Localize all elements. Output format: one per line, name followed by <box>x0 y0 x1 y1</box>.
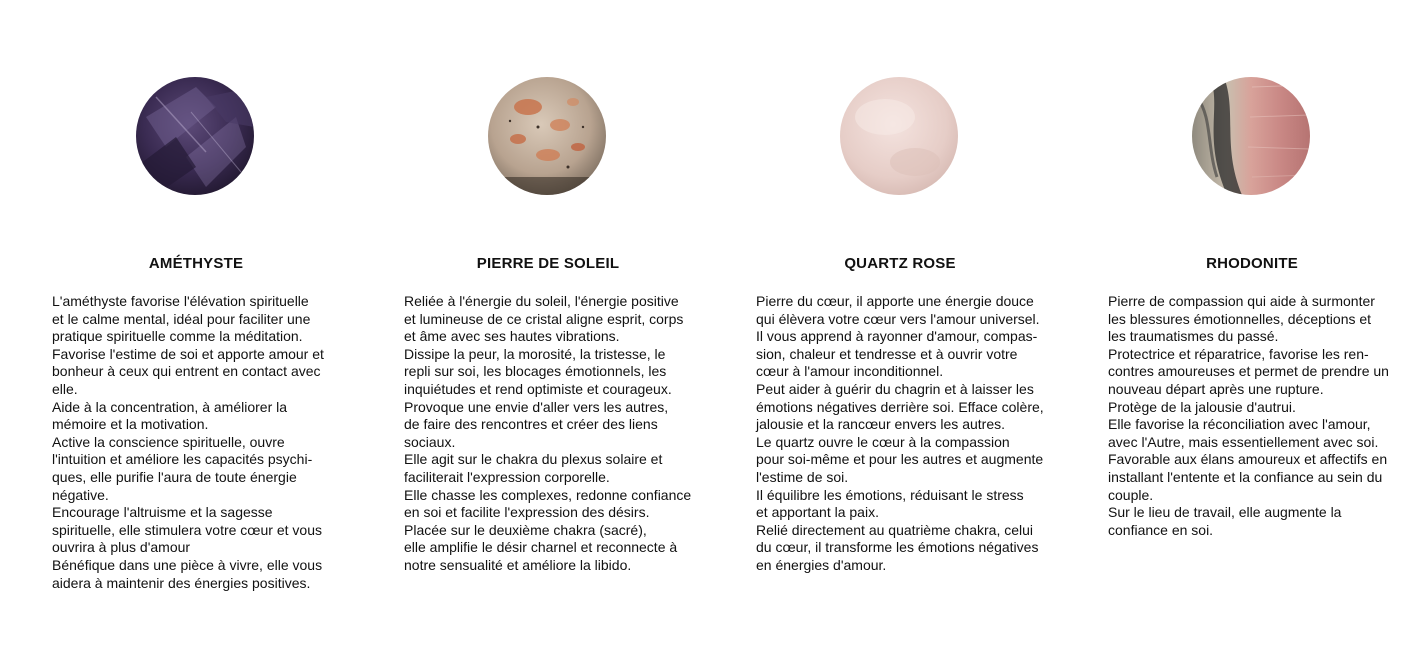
description-line: couple. <box>1108 486 1154 503</box>
description-line: de faire des rencontres et créer des liens <box>404 416 658 433</box>
stone-description <box>756 293 1056 575</box>
description-line: sion, chaleur et tendresse et à ouvrir votre <box>756 345 1018 362</box>
description-line: émotions négatives derrière soi. Efface colère, <box>756 398 1044 415</box>
description-line: Bénéfique dans une pièce à vivre, elle vous <box>52 556 323 573</box>
description-line: notre sensualité et améliore la libido. <box>404 556 632 573</box>
description-line: confiance en soi. <box>1108 521 1214 538</box>
description-line: Elle agit sur le chakra du plexus solaire et <box>404 451 663 468</box>
description-line: Provoque une envie d'aller vers les autres, <box>404 398 669 415</box>
stone-name: AMÉTHYSTE <box>148 255 244 272</box>
description-line: contres amoureuses et permet de prendre un <box>1108 363 1389 380</box>
description-line: ques, elle purifie l'aura de toute énergie <box>52 468 297 485</box>
description-line: faciliterait l'expression corporelle. <box>404 468 610 485</box>
description-line: négative. <box>52 486 109 503</box>
description-line: Protectrice et réparatrice, favorise les ren- <box>1108 345 1369 362</box>
description-line: les traumatismes du passé. <box>1108 328 1279 345</box>
sunstone-stone-icon <box>488 77 606 195</box>
description-line: Peut aider à guérir du chagrin et à laisser les <box>756 380 1034 397</box>
description-line: mémoire et la motivation. <box>52 416 209 433</box>
description-line: l'intuition et améliore les capacités psychi- <box>52 451 313 468</box>
stone-description <box>404 293 704 575</box>
description-line: installant l'entente et la confiance au sein du <box>1108 468 1383 485</box>
description-line: en soi et facilite l'expression des désirs. <box>404 504 650 521</box>
description-line: et âme avec ses hautes vibrations. <box>404 328 620 345</box>
description-line: Elle favorise la réconciliation avec l'amour, <box>1108 416 1371 433</box>
description-line: Reliée à l'énergie du soleil, l'énergie positive <box>404 293 679 309</box>
description-line: en énergies d'amour. <box>756 556 887 573</box>
stone-name: QUARTZ ROSE <box>844 255 956 272</box>
rose-quartz-stone-icon <box>840 77 958 195</box>
stone-card-pierre-de-soleil <box>352 0 704 649</box>
description-line: Placée sur le deuxième chakra (sacré), <box>404 521 647 538</box>
description-line: et apportant la paix. <box>756 504 879 521</box>
description-line: repli sur soi, les blocages émotionnels, les <box>404 363 667 380</box>
description-line: ouvrira à plus d'amour <box>52 539 191 556</box>
description-line: pour soi-même et pour les autres et augmente <box>756 451 1044 468</box>
description-line: nouveau départ après une rupture. <box>1108 380 1324 397</box>
description-line: Favorable aux élans amoureux et affectifs en <box>1108 451 1388 468</box>
stone-name: PIERRE DE SOLEIL <box>476 255 620 272</box>
description-line: pratique spirituelle comme la méditation. <box>52 328 303 345</box>
description-line: Encourage l'altruisme et la sagesse <box>52 504 273 521</box>
description-line: Sur le lieu de travail, elle augmente la <box>1108 504 1342 521</box>
description-line: Il vous apprend à rayonner d'amour, compas- <box>756 328 1038 345</box>
description-line: elle amplifie le désir charnel et reconnecte à <box>404 539 678 556</box>
description-line: qui élèvera votre cœur vers l'amour universel. <box>756 310 1040 327</box>
stone-card-amethyste <box>0 0 352 649</box>
stone-card-rhodonite <box>1056 0 1408 649</box>
description-line: jalousie et la rancœur envers les autres. <box>756 416 1005 433</box>
stone-name: RHODONITE <box>1206 255 1298 272</box>
rhodonite-stone-icon <box>1192 77 1310 195</box>
description-line: cœur à l'amour inconditionnel. <box>756 363 944 380</box>
description-line: elle. <box>52 380 78 397</box>
description-line: Pierre de compassion qui aide à surmonter <box>1108 293 1375 309</box>
description-line: Il équilibre les émotions, réduisant le stress <box>756 486 1024 503</box>
description-line: bonheur à ceux qui entrent en contact avec <box>52 363 321 380</box>
description-line: Protège de la jalousie d'autrui. <box>1108 398 1296 415</box>
description-line: L'améthyste favorise l'élévation spirituelle <box>52 293 309 309</box>
description-line: aidera à maintenir des énergies positives. <box>52 574 311 591</box>
description-line: du cœur, il transforme les émotions négatives <box>756 539 1039 556</box>
amethyst-stone-icon <box>136 77 254 195</box>
stone-description <box>52 293 352 592</box>
description-line: Active la conscience spirituelle, ouvre <box>52 433 285 450</box>
description-line: et le calme mental, idéal pour faciliter une <box>52 310 311 327</box>
description-line: Relié directement au quatrième chakra, celui <box>756 521 1034 538</box>
description-line: les blessures émotionnelles, déceptions et <box>1108 310 1372 327</box>
description-line: sociaux. <box>404 433 456 450</box>
description-line: avec l'Autre, mais essentiellement avec soi. <box>1108 433 1379 450</box>
description-line: spirituelle, elle stimulera votre cœur et vous <box>52 521 322 538</box>
description-line: Elle chasse les complexes, redonne confiance <box>404 486 692 503</box>
description-line: Favorise l'estime de soi et apporte amour et <box>52 345 324 362</box>
description-line: Dissipe la peur, la morosité, la tristesse, le <box>404 345 666 362</box>
description-line: Aide à la concentration, à améliorer la <box>52 398 288 415</box>
description-line: l'estime de soi. <box>756 468 849 485</box>
stone-description <box>1108 293 1408 539</box>
stone-card-quartz-rose <box>704 0 1056 649</box>
description-line: Pierre du cœur, il apporte une énergie douce <box>756 293 1034 309</box>
description-line: et lumineuse de ce cristal aligne esprit, corps <box>404 310 684 327</box>
description-line: inquiétudes et rend optimiste et courageux. <box>404 380 672 397</box>
description-line: Le quartz ouvre le cœur à la compassion <box>756 433 1010 450</box>
